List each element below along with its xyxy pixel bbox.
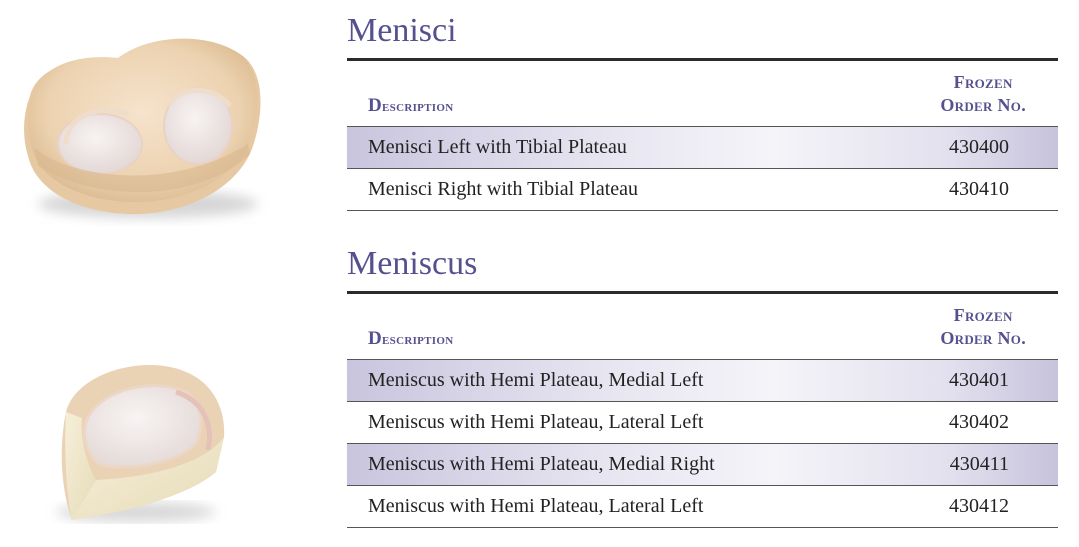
table-row [347, 360, 1058, 402]
table-row [347, 402, 1058, 444]
description-column-header: Description [368, 95, 454, 116]
order-header-line2: Order No. [940, 328, 1026, 348]
section-title: Meniscus [347, 245, 478, 282]
table-header [347, 61, 1058, 127]
order-header-line2: Order No. [940, 95, 1026, 115]
order-header-line1: Frozen [953, 305, 1013, 325]
row-description: Meniscus with Hemi Plateau, Medial Left [368, 369, 704, 391]
description-column-header: Description [368, 328, 454, 349]
row-description: Menisci Right with Tibial Plateau [368, 178, 639, 200]
table-row [347, 169, 1058, 211]
row-order-number: 430412 [949, 495, 1009, 517]
menisci-section [347, 8, 1058, 211]
row-description: Meniscus with Hemi Plateau, Lateral Left [368, 495, 704, 517]
table-header [347, 294, 1058, 360]
order-number-column-header [940, 304, 1026, 350]
menisci-with-tibial-plateau-photo [8, 26, 270, 226]
row-order-number: 430400 [949, 136, 1009, 158]
meniscus-with-hemi-plateau-photo [36, 352, 236, 524]
row-order-number: 430402 [949, 411, 1009, 433]
row-description: Meniscus with Hemi Plateau, Lateral Left [368, 411, 704, 433]
row-order-number: 430401 [949, 369, 1009, 391]
row-order-number: 430410 [949, 178, 1009, 200]
meniscus-section [347, 241, 1058, 528]
row-order-number: 430411 [949, 453, 1009, 475]
section-title: Menisci [347, 12, 457, 49]
table-row [347, 444, 1058, 486]
table-row [347, 127, 1058, 169]
order-header-line1: Frozen [953, 72, 1013, 92]
row-description: Meniscus with Hemi Plateau, Medial Right [368, 453, 715, 475]
row-description: Menisci Left with Tibial Plateau [368, 136, 627, 158]
table-row [347, 486, 1058, 528]
order-number-column-header [940, 71, 1026, 117]
